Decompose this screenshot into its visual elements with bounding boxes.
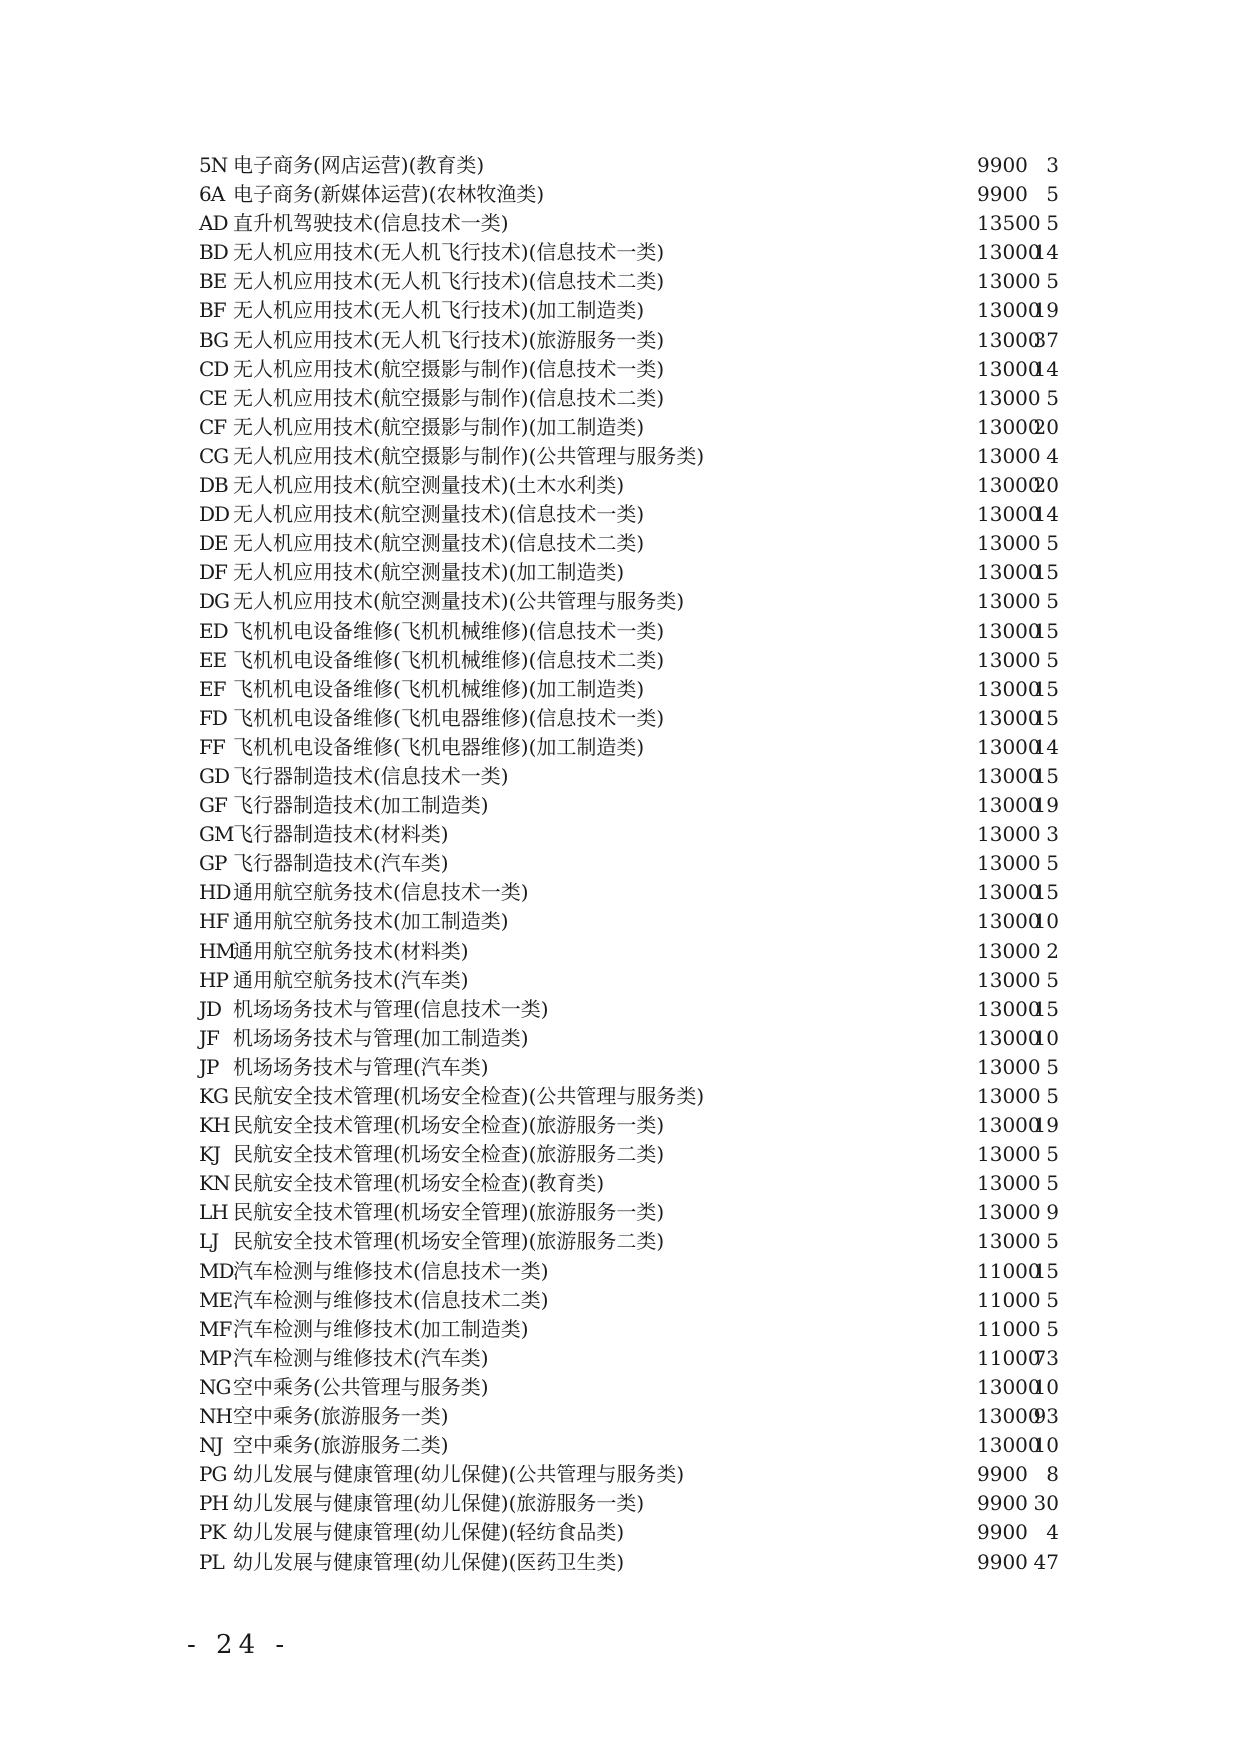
- tuition-fee: 9900: [977, 153, 1028, 177]
- program-name: 无人机应用技术(航空摄影与制作)(信息技术二类): [233, 385, 665, 410]
- table-row: [199, 1227, 1099, 1256]
- tuition-fee: 13000: [977, 298, 1041, 323]
- enrollment-count: 5: [1046, 385, 1059, 410]
- enrollment-count: 15: [1033, 560, 1059, 585]
- program-code: DB: [199, 473, 228, 498]
- program-code: BG: [199, 327, 229, 352]
- table-row: [199, 1257, 1099, 1286]
- tuition-fee: 13000: [977, 1404, 1041, 1429]
- program-name: 无人机应用技术(航空摄影与制作)(公共管理与服务类): [233, 443, 705, 468]
- program-name: 民航安全技术管理(机场安全检查)(教育类): [233, 1171, 605, 1196]
- program-code: PH: [199, 1491, 228, 1516]
- program-code: JP: [199, 1054, 219, 1079]
- program-code: HD: [199, 880, 231, 905]
- program-name: 无人机应用技术(无人机飞行技术)(信息技术一类): [233, 240, 665, 265]
- table-row: [199, 442, 1099, 471]
- enrollment-count: 5: [1046, 647, 1059, 672]
- program-name: 飞机机电设备维修(飞机电器维修)(加工制造类): [233, 734, 645, 759]
- program-name: 飞机机电设备维修(飞机机械维修)(信息技术二类): [233, 647, 665, 672]
- table-row: [199, 675, 1099, 704]
- program-name: 无人机应用技术(航空摄影与制作)(信息技术一类): [233, 356, 665, 381]
- program-code: NJ: [199, 1433, 223, 1458]
- table-row: [199, 151, 1099, 180]
- program-name: 电子商务(新媒体运营)(农林牧渔类): [233, 182, 545, 207]
- program-name: 幼儿发展与健康管理(幼儿保健)(轻纺食品类): [233, 1520, 625, 1545]
- program-name: 无人机应用技术(航空摄影与制作)(加工制造类): [233, 414, 645, 439]
- enrollment-count: 14: [1033, 502, 1059, 527]
- table-row: [199, 529, 1099, 558]
- tuition-fee: 13000: [977, 1200, 1041, 1225]
- enrollment-count: 5: [1046, 1171, 1059, 1196]
- table-row: [199, 1460, 1099, 1489]
- program-code: KG: [199, 1084, 228, 1108]
- program-code: NG: [199, 1374, 231, 1399]
- tuition-fee: 9900: [977, 1491, 1028, 1516]
- table-row: [199, 733, 1099, 762]
- tuition-fee: 13000: [977, 996, 1041, 1021]
- program-name: 通用航空航务技术(加工制造类): [233, 909, 509, 934]
- program-code: HM: [199, 938, 235, 963]
- enrollment-count: 9: [1046, 1200, 1059, 1225]
- table-row: [199, 849, 1099, 878]
- program-code: HP: [199, 967, 228, 992]
- program-code: BD: [199, 240, 228, 265]
- enrollment-count: 37: [1033, 327, 1059, 352]
- enrollment-count: 14: [1033, 734, 1059, 759]
- program-name: 民航安全技术管理(机场安全检查)(旅游服务一类): [233, 1113, 665, 1138]
- tuition-fee: 13000: [977, 851, 1041, 876]
- program-name: 民航安全技术管理(机场安全检查)(公共管理与服务类): [233, 1084, 705, 1108]
- program-code: GM: [199, 822, 234, 847]
- table-row: [199, 791, 1099, 820]
- tuition-fee: 13000: [977, 589, 1041, 614]
- program-name: 空中乘务(公共管理与服务类): [233, 1374, 489, 1399]
- tuition-fee: 13000: [977, 1025, 1041, 1050]
- enrollment-count: 2: [1046, 938, 1059, 963]
- table-row: [199, 1024, 1099, 1053]
- program-code: CF: [199, 414, 227, 439]
- tuition-fee: 13000: [977, 763, 1041, 788]
- program-code: AD: [199, 211, 228, 236]
- tuition-fee: 11000: [977, 1287, 1041, 1312]
- tuition-fee: 13000: [977, 327, 1041, 352]
- tuition-fee: 13000: [977, 967, 1041, 992]
- program-code: LJ: [199, 1229, 219, 1254]
- program-name: 无人机应用技术(航空测量技术)(加工制造类): [233, 560, 625, 585]
- tuition-fee: 13000: [977, 909, 1041, 934]
- program-name: 无人机应用技术(无人机飞行技术)(加工制造类): [233, 298, 645, 323]
- tuition-fee: 13000: [977, 385, 1041, 410]
- table-row: [199, 1518, 1099, 1547]
- tuition-fee: 9900: [977, 1549, 1028, 1574]
- program-code: DD: [199, 502, 230, 527]
- tuition-fee: 11000: [977, 1258, 1041, 1283]
- program-name: 汽车检测与维修技术(汽车类): [233, 1345, 489, 1370]
- program-code: KH: [199, 1113, 230, 1138]
- table-row: [199, 1053, 1099, 1082]
- program-name: 机场场务技术与管理(加工制造类): [233, 1025, 529, 1050]
- program-code: 6A: [199, 182, 225, 207]
- table-row: [199, 1082, 1099, 1111]
- enrollment-count: 15: [1033, 996, 1059, 1021]
- program-code: ME: [199, 1287, 233, 1312]
- table-row: [199, 1431, 1099, 1460]
- enrollment-count: 19: [1033, 298, 1059, 323]
- enrollment-count: 5: [1046, 1287, 1059, 1312]
- program-name: 飞机机电设备维修(飞机机械维修)(信息技术一类): [233, 618, 665, 643]
- program-code: PL: [199, 1549, 224, 1574]
- table-row: [199, 1344, 1099, 1373]
- tuition-fee: 13000: [977, 269, 1041, 294]
- tuition-fee: 13000: [977, 647, 1041, 672]
- table-row: [199, 646, 1099, 675]
- program-name: 汽车检测与维修技术(加工制造类): [233, 1316, 529, 1341]
- tuition-fee: 13000: [977, 356, 1041, 381]
- tuition-fee: 13000: [977, 414, 1041, 439]
- program-code: MD: [199, 1258, 234, 1283]
- enrollment-count: 8: [1046, 1462, 1059, 1487]
- tuition-fee: 11000: [977, 1316, 1041, 1341]
- enrollment-count: 5: [1046, 182, 1059, 207]
- table-row: [199, 238, 1099, 267]
- program-code: CE: [199, 385, 227, 410]
- program-name: 空中乘务(旅游服务二类): [233, 1433, 449, 1458]
- enrollment-count: 19: [1033, 793, 1059, 818]
- enrollment-count: 10: [1033, 909, 1059, 934]
- table-row: [199, 1373, 1099, 1402]
- table-row: [199, 878, 1099, 907]
- tuition-fee: 13000: [977, 1113, 1041, 1138]
- tuition-fee: 13000: [977, 1433, 1041, 1458]
- program-name: 电子商务(网店运营)(教育类): [233, 153, 485, 177]
- program-name: 无人机应用技术(无人机飞行技术)(旅游服务一类): [233, 327, 665, 352]
- tuition-fee: 13000: [977, 705, 1041, 730]
- table-row: [199, 413, 1099, 442]
- program-fee-list: [199, 151, 1099, 1577]
- enrollment-count: 15: [1033, 1258, 1059, 1283]
- enrollment-count: 5: [1046, 211, 1059, 236]
- table-row: [199, 209, 1099, 238]
- program-code: BF: [199, 298, 226, 323]
- enrollment-count: 93: [1033, 1404, 1059, 1429]
- tuition-fee: 9900: [977, 1462, 1028, 1487]
- page-number: - 24 -: [187, 1630, 291, 1660]
- program-code: KJ: [199, 1142, 220, 1167]
- tuition-fee: 13500: [977, 211, 1041, 236]
- program-name: 民航安全技术管理(机场安全检查)(旅游服务二类): [233, 1142, 665, 1167]
- enrollment-count: 5: [1046, 269, 1059, 294]
- enrollment-count: 20: [1033, 473, 1059, 498]
- enrollment-count: 4: [1046, 443, 1059, 468]
- enrollment-count: 5: [1046, 1229, 1059, 1254]
- enrollment-count: 14: [1033, 240, 1059, 265]
- table-row: [199, 966, 1099, 995]
- enrollment-count: 5: [1046, 1084, 1059, 1108]
- enrollment-count: 5: [1046, 1054, 1059, 1079]
- program-code: EE: [199, 647, 227, 672]
- program-code: CD: [199, 356, 229, 381]
- program-name: 通用航空航务技术(材料类): [233, 938, 469, 963]
- program-name: 直升机驾驶技术(信息技术一类): [233, 211, 509, 236]
- tuition-fee: 13000: [977, 1171, 1041, 1196]
- tuition-fee: 13000: [977, 1229, 1041, 1254]
- table-row: [199, 907, 1099, 936]
- tuition-fee: 13000: [977, 1054, 1041, 1079]
- program-name: 无人机应用技术(无人机飞行技术)(信息技术二类): [233, 269, 665, 294]
- program-code: ED: [199, 618, 228, 643]
- table-row: [199, 704, 1099, 733]
- program-name: 无人机应用技术(航空测量技术)(土木水利类): [233, 473, 625, 498]
- tuition-fee: 9900: [977, 182, 1028, 207]
- enrollment-count: 20: [1033, 414, 1059, 439]
- table-row: [199, 326, 1099, 355]
- program-code: NH: [199, 1404, 232, 1429]
- table-row: [199, 1489, 1099, 1518]
- tuition-fee: 13000: [977, 502, 1041, 527]
- tuition-fee: 13000: [977, 1374, 1041, 1399]
- enrollment-count: 15: [1033, 880, 1059, 905]
- table-row: [199, 355, 1099, 384]
- program-code: JF: [199, 1025, 219, 1050]
- program-code: PK: [199, 1520, 226, 1545]
- program-code: FF: [199, 734, 225, 759]
- program-name: 幼儿发展与健康管理(幼儿保健)(医药卫生类): [233, 1549, 625, 1574]
- program-name: 民航安全技术管理(机场安全管理)(旅游服务二类): [233, 1229, 665, 1254]
- table-row: [199, 384, 1099, 413]
- program-code: HF: [199, 909, 229, 934]
- enrollment-count: 10: [1033, 1433, 1059, 1458]
- enrollment-count: 5: [1046, 531, 1059, 556]
- table-row: [199, 1111, 1099, 1140]
- table-row: [199, 617, 1099, 646]
- tuition-fee: 13000: [977, 734, 1041, 759]
- table-row: [199, 995, 1099, 1024]
- table-row: [199, 1169, 1099, 1198]
- enrollment-count: 10: [1033, 1374, 1059, 1399]
- enrollment-count: 5: [1046, 589, 1059, 614]
- program-name: 飞机机电设备维修(飞机电器维修)(信息技术一类): [233, 705, 665, 730]
- enrollment-count: 4: [1046, 1520, 1059, 1545]
- table-row: [199, 587, 1099, 616]
- table-row: [199, 937, 1099, 966]
- tuition-fee: 13000: [977, 793, 1041, 818]
- program-code: JD: [199, 996, 222, 1021]
- program-code: BE: [199, 269, 227, 294]
- tuition-fee: 13000: [977, 473, 1041, 498]
- table-row: [199, 762, 1099, 791]
- program-code: 5N: [199, 153, 228, 177]
- program-name: 汽车检测与维修技术(信息技术二类): [233, 1287, 549, 1312]
- program-name: 飞机机电设备维修(飞机机械维修)(加工制造类): [233, 676, 645, 701]
- enrollment-count: 3: [1046, 822, 1059, 847]
- table-row: [199, 296, 1099, 325]
- enrollment-count: 5: [1046, 967, 1059, 992]
- table-row: [199, 500, 1099, 529]
- program-code: EF: [199, 676, 226, 701]
- tuition-fee: 13000: [977, 822, 1041, 847]
- program-code: GD: [199, 763, 230, 788]
- program-name: 通用航空航务技术(信息技术一类): [233, 880, 529, 905]
- table-row: [199, 1548, 1099, 1577]
- tuition-fee: 13000: [977, 560, 1041, 585]
- program-name: 机场场务技术与管理(汽车类): [233, 1054, 489, 1079]
- table-row: [199, 471, 1099, 500]
- enrollment-count: 19: [1033, 1113, 1059, 1138]
- program-name: 民航安全技术管理(机场安全管理)(旅游服务一类): [233, 1200, 665, 1225]
- program-name: 无人机应用技术(航空测量技术)(公共管理与服务类): [233, 589, 685, 614]
- program-name: 飞行器制造技术(信息技术一类): [233, 763, 509, 788]
- program-code: LH: [199, 1200, 228, 1225]
- enrollment-count: 15: [1033, 763, 1059, 788]
- table-row: [199, 820, 1099, 849]
- program-name: 通用航空航务技术(汽车类): [233, 967, 469, 992]
- tuition-fee: 9900: [977, 1520, 1028, 1545]
- enrollment-count: 73: [1033, 1345, 1059, 1370]
- program-name: 无人机应用技术(航空测量技术)(信息技术二类): [233, 531, 645, 556]
- tuition-fee: 13000: [977, 676, 1041, 701]
- program-code: GP: [199, 851, 227, 876]
- program-code: CG: [199, 443, 229, 468]
- program-name: 幼儿发展与健康管理(幼儿保健)(旅游服务一类): [233, 1491, 645, 1516]
- program-name: 飞行器制造技术(加工制造类): [233, 793, 489, 818]
- table-row: [199, 267, 1099, 296]
- table-row: [199, 1140, 1099, 1169]
- table-row: [199, 180, 1099, 209]
- table-row: [199, 558, 1099, 587]
- enrollment-count: 47: [1033, 1549, 1059, 1574]
- enrollment-count: 15: [1033, 705, 1059, 730]
- tuition-fee: 13000: [977, 1142, 1041, 1167]
- tuition-fee: 13000: [977, 443, 1041, 468]
- program-code: DG: [199, 589, 230, 614]
- table-row: [199, 1315, 1099, 1344]
- enrollment-count: 5: [1046, 1142, 1059, 1167]
- table-row: [199, 1198, 1099, 1227]
- program-code: PG: [199, 1462, 227, 1487]
- enrollment-count: 15: [1033, 676, 1059, 701]
- enrollment-count: 5: [1046, 851, 1059, 876]
- table-row: [199, 1286, 1099, 1315]
- tuition-fee: 13000: [977, 1084, 1041, 1108]
- tuition-fee: 13000: [977, 618, 1041, 643]
- enrollment-count: 30: [1033, 1491, 1059, 1516]
- program-name: 飞行器制造技术(材料类): [233, 822, 449, 847]
- program-name: 机场场务技术与管理(信息技术一类): [233, 996, 549, 1021]
- program-code: KN: [199, 1171, 230, 1196]
- program-name: 飞行器制造技术(汽车类): [233, 851, 449, 876]
- program-name: 幼儿发展与健康管理(幼儿保健)(公共管理与服务类): [233, 1462, 685, 1487]
- tuition-fee: 11000: [977, 1345, 1041, 1370]
- program-code: MP: [199, 1345, 231, 1370]
- program-code: DF: [199, 560, 227, 585]
- enrollment-count: 5: [1046, 1316, 1059, 1341]
- table-row: [199, 1402, 1099, 1431]
- program-name: 汽车检测与维修技术(信息技术一类): [233, 1258, 549, 1283]
- tuition-fee: 13000: [977, 531, 1041, 556]
- program-name: 空中乘务(旅游服务一类): [233, 1404, 449, 1429]
- program-code: MF: [199, 1316, 232, 1341]
- tuition-fee: 13000: [977, 880, 1041, 905]
- enrollment-count: 14: [1033, 356, 1059, 381]
- tuition-fee: 13000: [977, 938, 1041, 963]
- enrollment-count: 3: [1046, 153, 1059, 177]
- tuition-fee: 13000: [977, 240, 1041, 265]
- enrollment-count: 15: [1033, 618, 1059, 643]
- program-code: DE: [199, 531, 228, 556]
- program-name: 无人机应用技术(航空测量技术)(信息技术一类): [233, 502, 645, 527]
- program-code: FD: [199, 705, 227, 730]
- program-code: GF: [199, 793, 227, 818]
- enrollment-count: 10: [1033, 1025, 1059, 1050]
